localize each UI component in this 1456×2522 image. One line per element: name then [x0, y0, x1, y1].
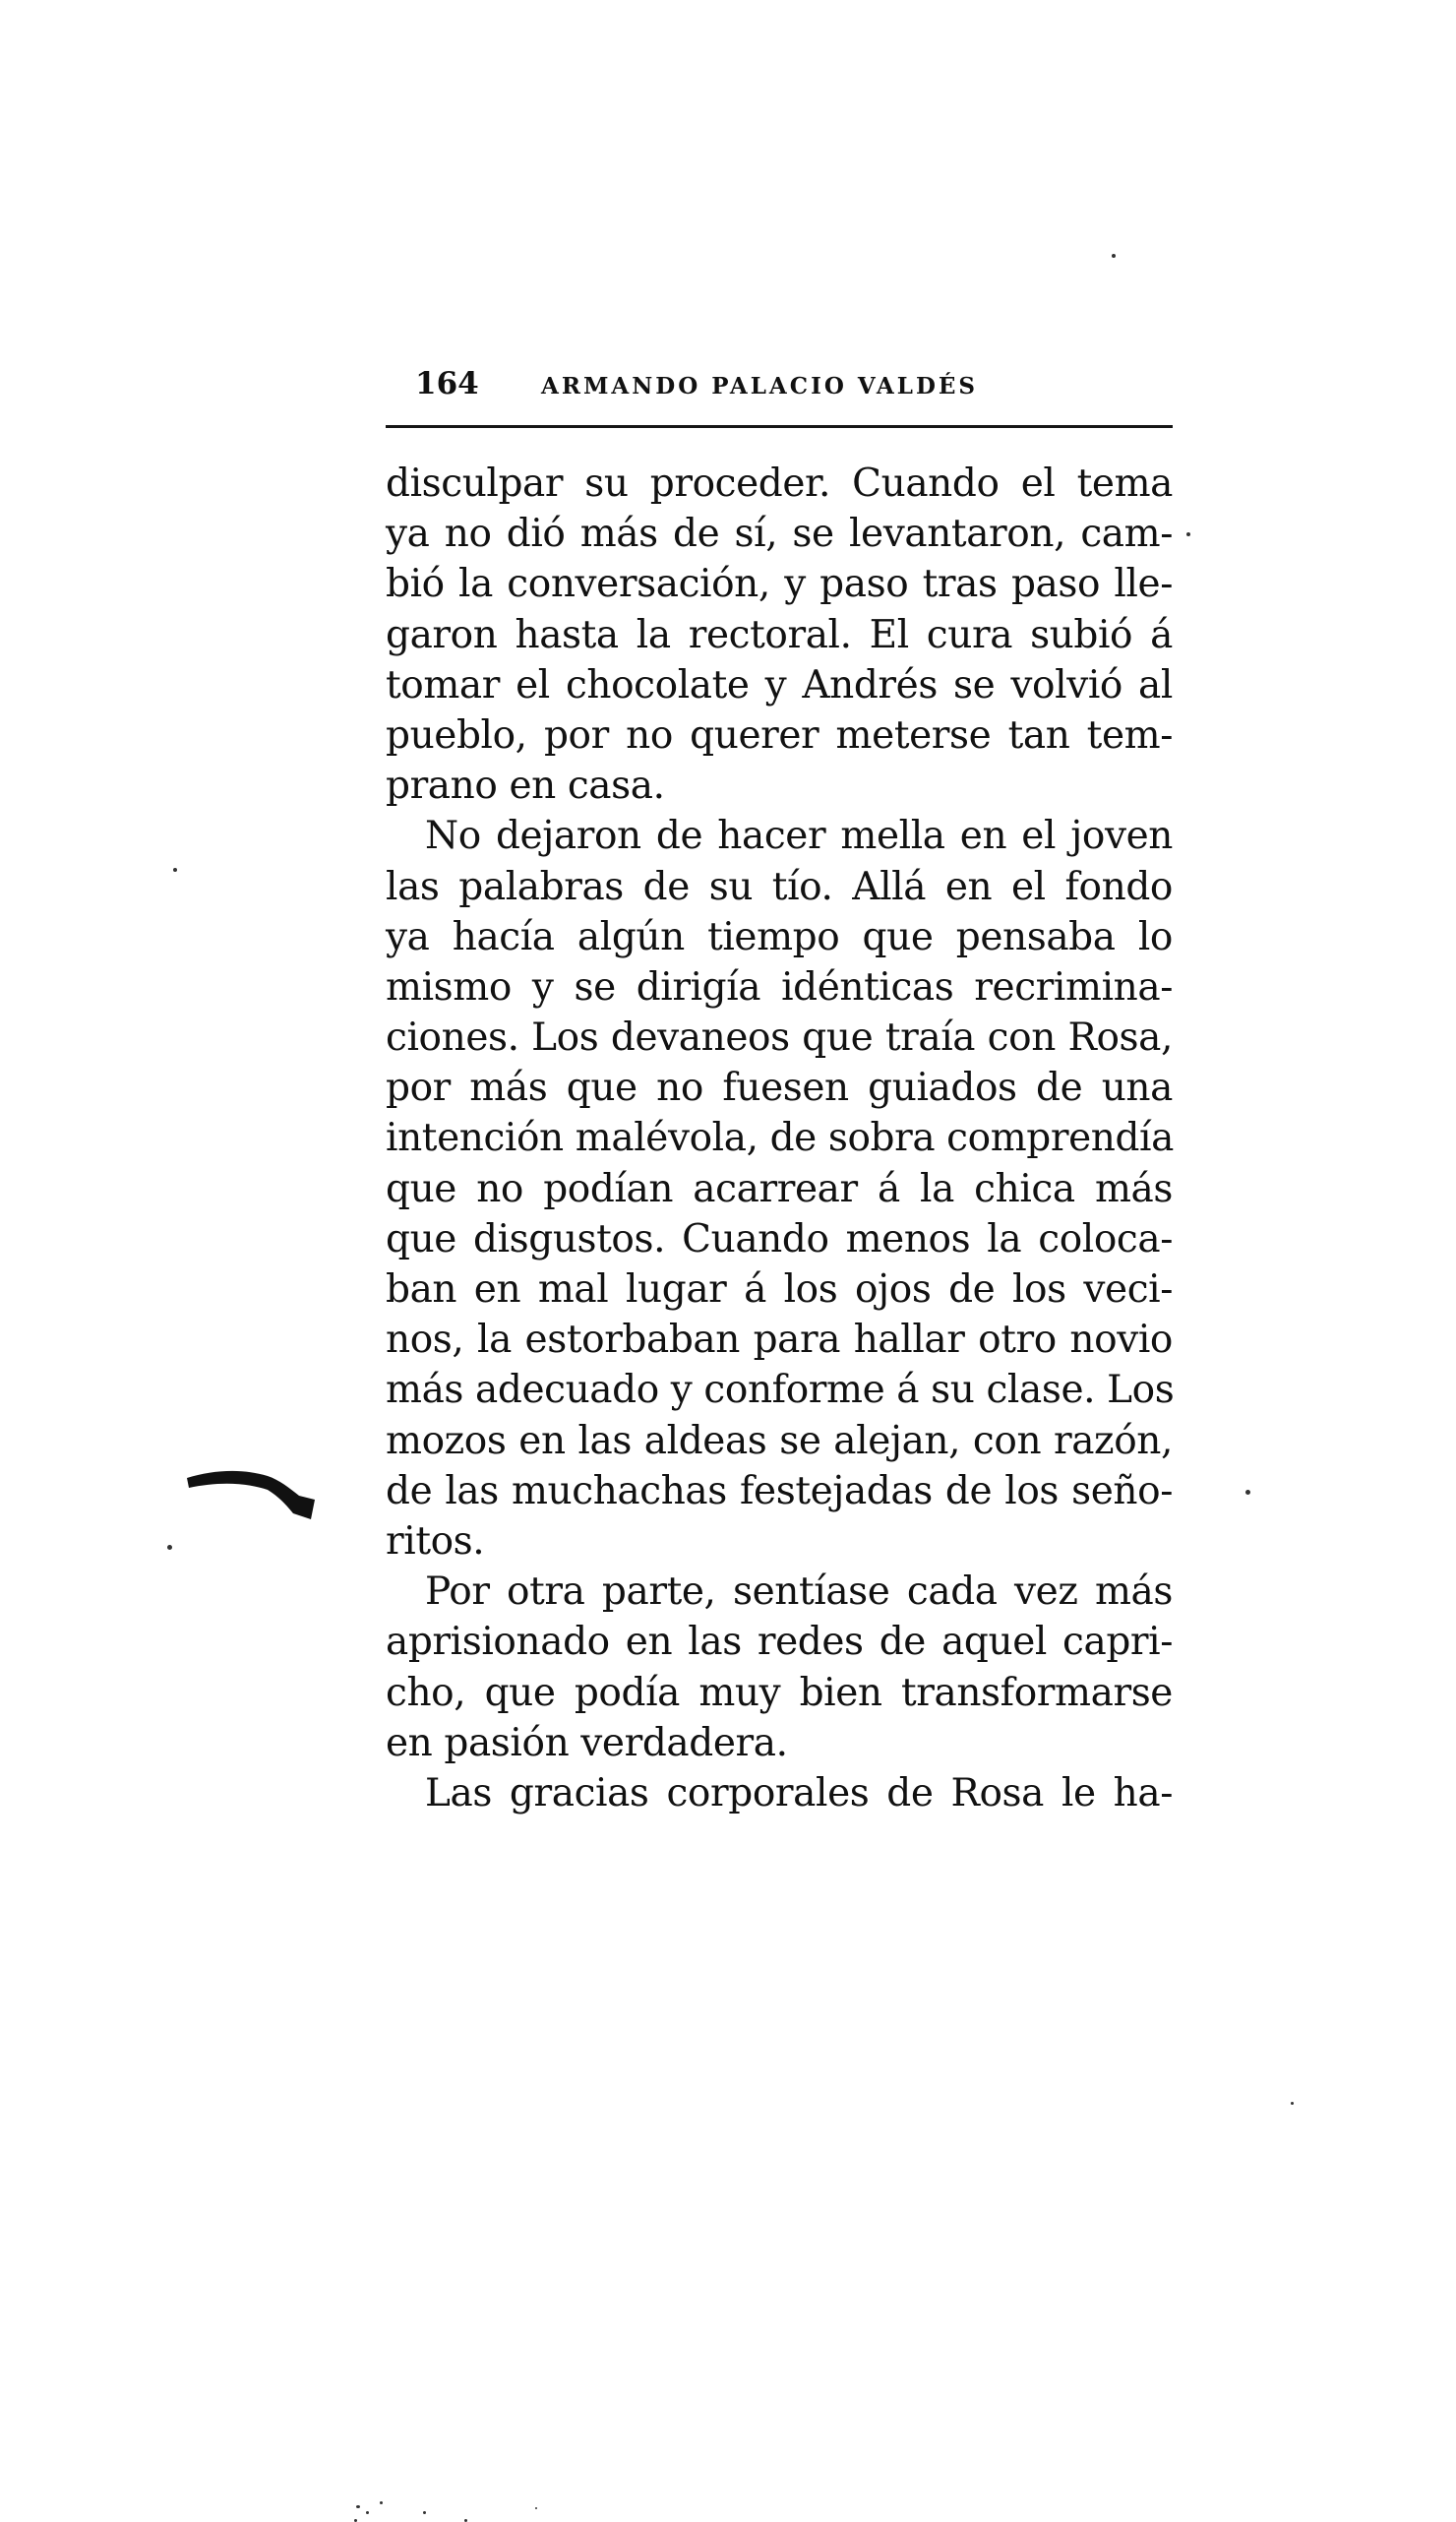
text-line: en pasión verdadera. [386, 1720, 788, 1765]
text-line: ritos. [386, 1518, 485, 1564]
text-line: intención malévola, de sobra comprendía [386, 1116, 1174, 1161]
stray-speck [356, 2505, 360, 2508]
paragraph-start-line: Por otra parte, sentíase cada vez más [425, 1569, 1173, 1615]
text-line: mozos en las aldeas se alejan, con razón, [386, 1418, 1173, 1463]
text-line: que no podían acarrear á la chica más [386, 1166, 1173, 1211]
stray-speck [1291, 2102, 1294, 2105]
stray-speck [1186, 532, 1190, 536]
text-line: las palabras de su tío. Allá en el fondo [386, 864, 1173, 909]
running-head [415, 364, 1173, 407]
stray-speck [173, 868, 177, 872]
page-number: 164 [415, 366, 479, 401]
text-line: mismo y se dirigía idénticas recrimina- [386, 964, 1173, 1010]
stray-speck [535, 2507, 537, 2509]
header-rule [386, 425, 1173, 428]
text-line: nos, la estorbaban para hallar otro novio [386, 1318, 1173, 1363]
ink-smudge-mark [183, 1466, 321, 1521]
text-line: bió la conversación, y paso tras paso lle- [386, 562, 1173, 607]
text-line: disculpar su proceder. Cuando el tema [386, 461, 1173, 506]
text-line: ya no dió más de sí, se levantaron, cam- [386, 512, 1173, 557]
text-line: de las muchachas festejadas de los seño- [386, 1468, 1173, 1513]
running-head-author: ARMANDO PALACIO VALDÉS [541, 373, 979, 400]
text-line: aprisionado en las redes de aquel capri- [386, 1620, 1173, 1665]
stray-speck [167, 1545, 172, 1550]
text-line: ban en mal lugar á los ojos de los veci- [386, 1267, 1173, 1312]
text-line: prano en casa. [386, 764, 665, 809]
body-text [386, 459, 1173, 1818]
text-line: ciones. Los devaneos que traía con Rosa, [386, 1015, 1173, 1061]
stray-speck [366, 2511, 369, 2514]
stray-speck [380, 2501, 383, 2504]
text-line: por más que no fuesen guiados de una [386, 1066, 1173, 1111]
paragraph-start-line: No dejaron de hacer mella en el joven [425, 814, 1173, 859]
text-line: más adecuado y conforme á su clase. Los [386, 1368, 1175, 1413]
text-line: garon hasta la rectoral. El cura subió á [386, 612, 1173, 657]
stray-speck [1112, 254, 1116, 258]
text-line: cho, que podía muy bien transformarse [386, 1670, 1173, 1715]
paragraph-start-line: Las gracias corporales de Rosa le ha- [425, 1770, 1173, 1815]
stray-speck [423, 2511, 426, 2514]
text-line: tomar el chocolate y Andrés se volvió al [386, 662, 1173, 707]
text-line: ya hacía algún tiempo que pensaba lo [386, 914, 1173, 959]
text-line: pueblo, por no querer meterse tan tem- [386, 712, 1173, 758]
stray-speck [1245, 1490, 1250, 1495]
text-line: que disgustos. Cuando menos la coloca- [386, 1216, 1173, 1261]
